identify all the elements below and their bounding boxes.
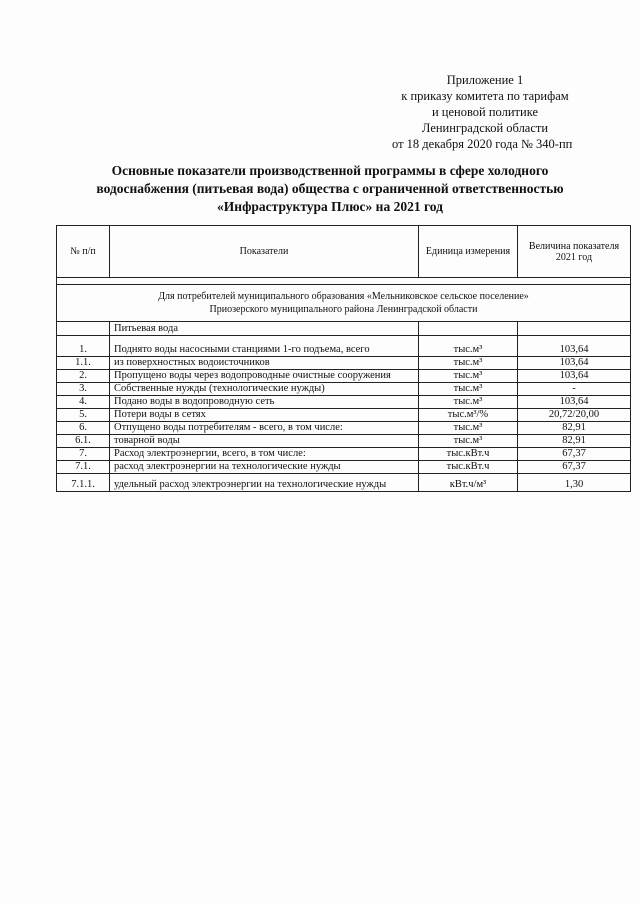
appendix-line: Ленинградской области — [421, 121, 549, 135]
table-row — [57, 448, 631, 461]
row-unit: тыс.м³ — [419, 383, 518, 396]
row-value: 82,91 — [518, 435, 631, 448]
row-name: Потери воды в сетях — [110, 409, 419, 422]
table-row — [57, 383, 631, 396]
row-unit: тыс.м³ — [419, 370, 518, 383]
row-num: 7.1. — [57, 461, 110, 474]
table-row — [57, 396, 631, 409]
header-unit: Единица измерения — [419, 226, 518, 278]
table-row — [57, 370, 631, 383]
row-num: 7.1.1. — [57, 474, 110, 492]
table-row — [57, 422, 631, 435]
title-line: «Инфраструктура Плюс» на 2021 год — [217, 199, 443, 214]
row-num: 5. — [57, 409, 110, 422]
row-unit: тыс.кВт.ч — [419, 461, 518, 474]
consumer-group-row — [57, 285, 631, 322]
title-line: Основные показатели производственной программы в сфере холодного — [111, 163, 549, 178]
row-value: 103,64 — [518, 357, 631, 370]
row-unit: тыс.м³ — [419, 396, 518, 409]
row-num: 1. — [57, 336, 110, 357]
row-name: из поверхностных водоисточников — [110, 357, 419, 370]
document-title — [80, 162, 580, 216]
row-value: 82,91 — [518, 422, 631, 435]
row-unit: тыс.м³ — [419, 435, 518, 448]
row-unit: тыс.кВт.ч — [419, 448, 518, 461]
row-name: Расход электроэнергии, всего, в том числе: — [110, 448, 419, 461]
appendix-line: к приказу комитета по тарифам — [401, 89, 569, 103]
row-unit: кВт.ч/м³ — [419, 474, 518, 492]
row-unit: тыс.м³ — [419, 336, 518, 357]
appendix-line: и ценовой политике — [431, 105, 539, 119]
indicators-table — [56, 225, 631, 492]
consumer-group-line: Приозерского муниципального района Ленинградской области — [209, 304, 478, 315]
header-value: Величина показателя 2021 год — [518, 226, 631, 278]
row-name: Поднято воды насосными станциями 1-го подъема, всего — [110, 336, 419, 357]
table-row — [57, 357, 631, 370]
row-num: 6. — [57, 422, 110, 435]
row-num: 7. — [57, 448, 110, 461]
row-value: 103,64 — [518, 396, 631, 409]
row-num: 6.1. — [57, 435, 110, 448]
table-row — [57, 474, 631, 492]
consumer-group-line: Для потребителей муниципального образования «Мельниковское сельское поселение» — [158, 291, 529, 302]
row-num: 2. — [57, 370, 110, 383]
table-row — [57, 336, 631, 357]
spacer-row — [57, 278, 631, 285]
row-num: 3. — [57, 383, 110, 396]
appendix-order-date: от 18 декабря 2020 года № 340-пп — [392, 137, 573, 151]
row-value: 67,37 — [518, 448, 631, 461]
table-header-row — [57, 226, 631, 278]
table-row — [57, 409, 631, 422]
table-row — [57, 461, 631, 474]
consumer-group-cell — [57, 285, 631, 322]
row-name: удельный расход электроэнергии на технологические нужды — [110, 474, 419, 492]
row-name: Собственные нужды (технологические нужды) — [110, 383, 419, 396]
row-value: 20,72/20,00 — [518, 409, 631, 422]
row-value: 67,37 — [518, 461, 631, 474]
title-line: водоснабжения (питьевая вода) общества с ограниченной ответственностью — [96, 181, 564, 196]
row-unit: тыс.м³/% — [419, 409, 518, 422]
row-unit: тыс.м³ — [419, 357, 518, 370]
table-row — [57, 435, 631, 448]
appendix-block — [380, 72, 590, 152]
header-num: № п/п — [57, 226, 110, 278]
row-num: 4. — [57, 396, 110, 409]
row-num: 1.1. — [57, 357, 110, 370]
row-name: Отпущено воды потребителям - всего, в том числе: — [110, 422, 419, 435]
row-value: 103,64 — [518, 370, 631, 383]
row-name: расход электроэнергии на технологические нужды — [110, 461, 419, 474]
row-name: Пропущено воды через водопроводные очистные сооружения — [110, 370, 419, 383]
row-value: - — [518, 383, 631, 396]
appendix-line: Приложение 1 — [446, 73, 524, 87]
header-name: Показатели — [110, 226, 419, 278]
row-name: товарной воды — [110, 435, 419, 448]
section-row — [57, 322, 631, 336]
row-name: Подано воды в водопроводную сеть — [110, 396, 419, 409]
row-value: 103,64 — [518, 336, 631, 357]
row-value: 1,30 — [518, 474, 631, 492]
section-label: Питьевая вода — [110, 322, 419, 336]
row-unit: тыс.м³ — [419, 422, 518, 435]
